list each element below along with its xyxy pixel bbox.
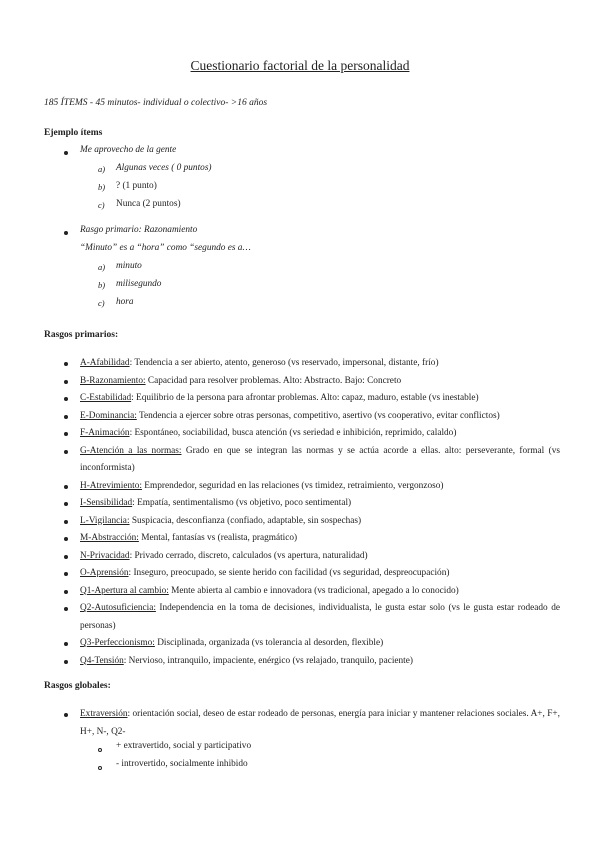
trait-desc: Disciplinada, organizada (vs tolerancia al desorden, flexible) [154, 638, 384, 648]
list-item [80, 408, 560, 426]
list-item [80, 583, 560, 601]
bullet-icon [64, 485, 68, 489]
option-letter: b) [98, 280, 106, 290]
trait-desc: : Equilibrio de la persona para afrontar problemas. Alto: capaz, maduro, estable (vs inestable) [131, 393, 479, 403]
list-item [80, 443, 560, 478]
list-item [80, 635, 560, 653]
trait-name: A-Afabilidad [80, 358, 130, 368]
trait-desc: : Tendencia a ser abierto, atento, generoso (vs reservado, impersonal, distante, frío) [129, 358, 439, 368]
bullet-icon [64, 520, 68, 524]
trait-desc: : orientación social, deseo de estar rodeado de personas, energía para iniciar y mantener relaciones sociales. A+, F+, H+, N-, Q2- [80, 709, 560, 737]
trait-desc: : Inseguro, preocupado, se siente herido con facilidad (vs seguridad, despreocupación) [128, 568, 450, 578]
trait-desc: : Privado cerrado, discreto, calculados (vs apertura, naturalidad) [129, 550, 368, 561]
option-text: ? (1 punto) [116, 181, 157, 191]
trait-name: C-Estabilidad [80, 393, 132, 403]
trait-name: B-Razonamiento: [80, 375, 146, 386]
option-text: hora [116, 297, 134, 307]
list-item [80, 478, 560, 496]
bullet-icon [64, 660, 68, 664]
primary-traits-list [80, 355, 560, 670]
bullet-icon [64, 380, 68, 384]
bullet-icon [64, 415, 68, 419]
list-item [80, 513, 560, 531]
primary-heading: Rasgos primarios: [44, 330, 119, 340]
list-item [80, 390, 560, 408]
sub-item: + extravertido, social y participativo [116, 741, 252, 751]
list-item [80, 425, 560, 443]
option-letter: c) [98, 200, 105, 210]
trait-name: Q2-Autosuficiencia: [80, 603, 156, 613]
option-letter: a) [98, 262, 106, 272]
trait-desc: Suspicacia, desconfianza (confiado, adaptable, sin sospechas) [129, 515, 362, 526]
trait-desc: Grado en que se integran las normas y se actúa acorde a ellas. alto: perseverante, formal (vs inconformista) [80, 445, 560, 473]
list-item [80, 530, 560, 548]
document-title: Cuestionario factorial de la personalidad [190, 58, 410, 73]
list-item [80, 600, 560, 635]
option-letter: b) [98, 182, 106, 192]
example2-question: “Minuto” es a “hora” como “segundo es a… [80, 243, 251, 253]
global-trait-extraversion [80, 706, 560, 741]
bullet-icon [64, 450, 68, 454]
option-letter: a) [98, 164, 106, 174]
option-letter: c) [98, 298, 105, 308]
trait-name: H-Atrevimiento: [80, 480, 142, 491]
option-text: Nunca (2 puntos) [116, 199, 181, 209]
trait-desc: : Espontáneo, sociabilidad, busca atención (vs seriedad e inhibición, reprimido, calaldo) [129, 428, 457, 438]
bullet-icon [64, 151, 68, 155]
trait-name: Q1-Apertura al cambio: [80, 585, 169, 596]
trait-name: N-Privacidad [80, 550, 130, 561]
trait-name: Extraversión [80, 709, 128, 719]
bullet-icon [64, 397, 68, 401]
bullet-icon [64, 432, 68, 436]
bullet-icon [64, 362, 68, 366]
list-item [80, 495, 560, 513]
list-item [80, 653, 560, 671]
bullet-icon [64, 590, 68, 594]
global-heading: Rasgos globales: [44, 681, 111, 691]
sub-bullet-icon [98, 748, 102, 752]
sub-item: - introvertido, socialmente inhibido [116, 759, 248, 769]
trait-desc: Mente abierta al cambio e innovadora (vs tradicional, apegado a lo conocido) [168, 585, 459, 596]
bullet-icon [64, 642, 68, 646]
trait-name: I-Sensibilidad [80, 498, 133, 508]
option-text: Algunas veces ( 0 puntos) [116, 163, 212, 173]
bullet-icon [64, 607, 68, 611]
list-item [80, 565, 560, 583]
bullet-icon [64, 231, 68, 235]
example1-prompt: Me aprovecho de la gente [80, 145, 177, 155]
test-meta: 185 ÍTEMS - 45 minutos- individual o colectivo- >16 años [44, 98, 268, 108]
trait-name: M-Abstracción: [80, 533, 139, 543]
example2-prompt: Rasgo primario: Razonamiento [80, 225, 198, 235]
bullet-icon [64, 537, 68, 541]
trait-name: F-Animación [80, 428, 130, 438]
trait-name: L-Vigilancia: [80, 515, 130, 526]
trait-name: Q3-Perfeccionismo: [80, 638, 155, 648]
bullet-icon [64, 572, 68, 576]
trait-desc: Mental, fantasías vs (realista, pragmático) [138, 533, 298, 543]
trait-name: O-Aprensión [80, 568, 129, 578]
sub-bullet-icon [98, 766, 102, 770]
bullet-icon [64, 713, 68, 717]
list-item [80, 548, 560, 566]
trait-name: Q4-Tensión [80, 655, 124, 666]
bullet-icon [64, 502, 68, 506]
trait-desc: Tendencia a ejercer sobre otras personas, competitivo, asertivo (vs cooperativo, evitar conflictos) [136, 410, 500, 421]
examples-heading: Ejemplo ítems [44, 128, 103, 138]
trait-desc: Emprendedor, seguridad en las relaciones (vs timidez, retraimiento, vergonzoso) [141, 480, 444, 491]
trait-name: E-Dominancia: [80, 410, 137, 421]
trait-desc: Independencia en la toma de decisiones, individualista, le gusta estar solo (vs le gusta estar rodeado de personas) [80, 603, 560, 631]
option-text: minuto [116, 261, 142, 271]
trait-desc: Capacidad para resolver problemas. Alto: Abstracto. Bajo: Concreto [145, 375, 402, 386]
trait-desc: : Empatía, sentimentalismo (vs objetivo, poco sentimental) [132, 498, 352, 508]
option-text: milisegundo [116, 279, 162, 289]
list-item [80, 373, 560, 391]
list-item [80, 355, 560, 373]
bullet-icon [64, 555, 68, 559]
trait-desc: : Nervioso, intranquilo, impaciente, enérgico (vs relajado, tranquilo, paciente) [123, 655, 413, 666]
trait-name: G-Atención a las normas: [80, 445, 182, 456]
